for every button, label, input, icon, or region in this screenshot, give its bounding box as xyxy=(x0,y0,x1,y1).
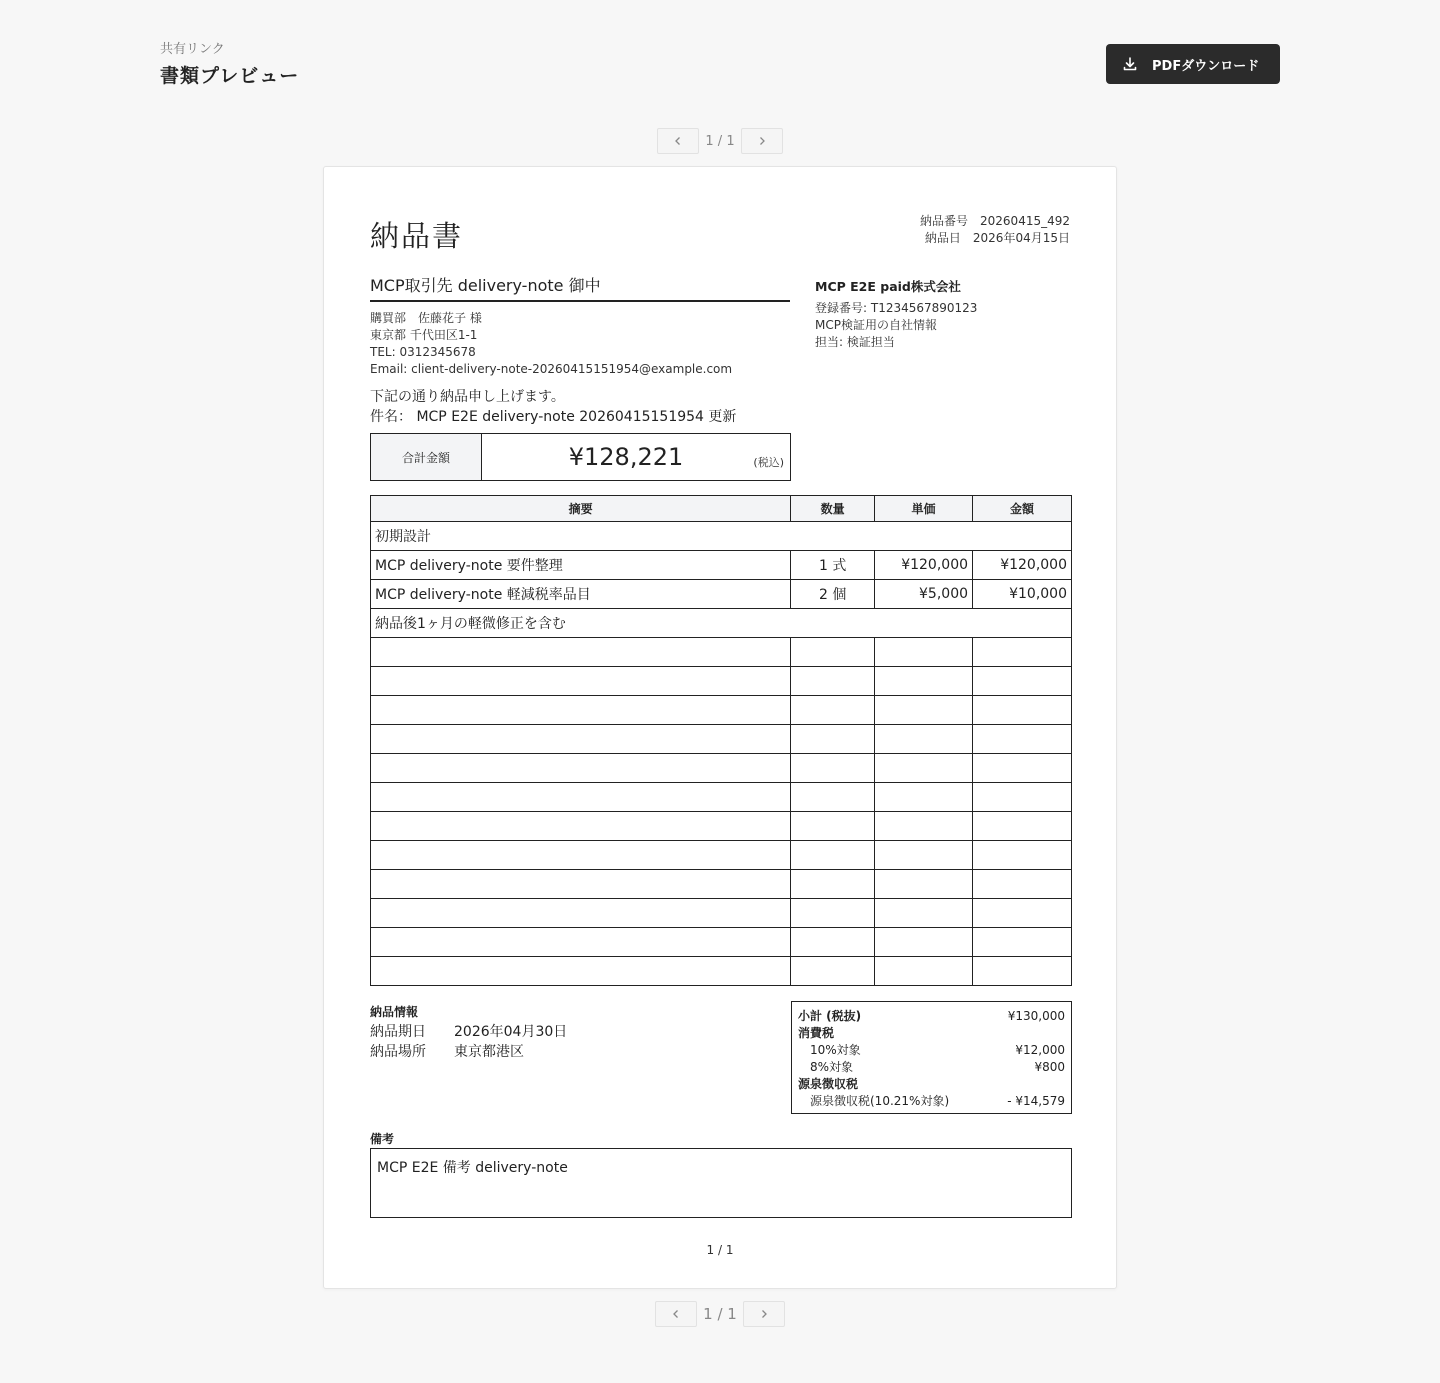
table-header-row xyxy=(371,496,1072,522)
sender-company: MCP E2E paid株式会社 xyxy=(815,279,961,294)
subtotal-value: ¥130,000 xyxy=(1007,1009,1065,1023)
client-block xyxy=(370,273,790,378)
next-page-button[interactable] xyxy=(743,1301,785,1327)
table-row xyxy=(371,609,1072,638)
withholding-item-label: 源泉徴収税(10.21%対象) xyxy=(810,1094,950,1108)
client-tel: TEL: 0312345678 xyxy=(370,345,476,359)
pdf-download-label: PDFダウンロード xyxy=(1152,58,1260,74)
delivery-due: 2026年04月30日 xyxy=(454,1024,568,1040)
total-tax-note: (税込) xyxy=(753,456,784,469)
amount-summary xyxy=(791,1001,1072,1114)
delivery-heading: 納品情報 xyxy=(370,1005,419,1019)
sender-block xyxy=(815,278,1075,351)
download-icon xyxy=(1122,56,1138,72)
prev-page-button[interactable] xyxy=(657,128,699,154)
row-amount: ¥120,000 xyxy=(973,551,1072,580)
prev-page-button[interactable] xyxy=(655,1301,697,1327)
table-row xyxy=(371,580,1072,609)
intro-line: 下記の通り納品申し上げます。 xyxy=(370,389,565,405)
empty-row xyxy=(371,696,1072,725)
pdf-download-button[interactable] xyxy=(1106,44,1280,84)
client-name: MCP取引先 delivery-note 御中 xyxy=(370,273,790,302)
header-subtitle: 共有リンク xyxy=(160,42,225,57)
empty-row xyxy=(371,841,1072,870)
row-description: 初期設計 xyxy=(371,522,1072,551)
column-header-description: 摘要 xyxy=(371,496,791,522)
column-header-quantity: 数量 xyxy=(791,496,875,522)
pager-top xyxy=(657,128,783,154)
table-row xyxy=(371,522,1072,551)
row-unit-price: ¥120,000 xyxy=(875,551,973,580)
page-title: 書類プレビュー xyxy=(160,65,300,87)
tax8-value: ¥800 xyxy=(1034,1060,1065,1074)
empty-row xyxy=(371,783,1072,812)
sender-registration: 登録番号: T1234567890123 xyxy=(815,301,978,315)
empty-row xyxy=(371,667,1072,696)
row-unit-price: ¥5,000 xyxy=(875,580,973,609)
total-label: 合計金額 xyxy=(371,434,482,480)
items-table xyxy=(370,495,1072,986)
document-meta xyxy=(920,213,1070,247)
row-description: 納品後1ヶ月の軽微修正を含む xyxy=(371,609,1072,638)
withholding-label: 源泉徴収税 xyxy=(798,1077,859,1091)
row-quantity: 2 個 xyxy=(791,580,875,609)
client-email: Email: client-delivery-note-20260415151954@example.com xyxy=(370,362,733,376)
column-header-amount: 金額 xyxy=(973,496,1072,522)
empty-row xyxy=(371,957,1072,986)
client-address: 東京都 千代田区1-1 xyxy=(370,328,478,342)
chevron-right-icon xyxy=(759,1309,769,1319)
subject-line: 件名： MCP E2E delivery-note 20260415151954 更新 xyxy=(370,409,737,425)
row-description: MCP delivery-note 軽減税率品目 xyxy=(371,580,791,609)
total-amount-box xyxy=(370,433,791,481)
column-header-unit-price: 単価 xyxy=(875,496,973,522)
document-title: 納品書 xyxy=(370,219,464,253)
empty-row xyxy=(371,725,1072,754)
empty-row xyxy=(371,928,1072,957)
row-description: MCP delivery-note 要件整理 xyxy=(371,551,791,580)
row-amount: ¥10,000 xyxy=(973,580,1072,609)
document-page xyxy=(323,166,1117,1289)
page-indicator: 1 / 1 xyxy=(705,133,735,149)
tax10-value: ¥12,000 xyxy=(1015,1043,1065,1057)
empty-row xyxy=(371,899,1072,928)
client-dept: 購買部 佐藤花子 様 xyxy=(370,311,482,325)
tax8-label: 8%対象 xyxy=(810,1060,854,1074)
withholding-item-value: - ¥14,579 xyxy=(1007,1094,1065,1108)
page-number: 1 / 1 xyxy=(706,1243,734,1257)
page-indicator: 1 / 1 xyxy=(703,1305,737,1323)
remarks-label: 備考 xyxy=(370,1132,395,1146)
document-date: 2026年04月15日 xyxy=(972,231,1070,245)
sender-info: MCP検証用の自社情報 xyxy=(815,318,937,332)
delivery-due-label: 納品期日 xyxy=(370,1024,426,1040)
chevron-left-icon xyxy=(673,136,683,146)
delivery-info xyxy=(370,1003,567,1062)
tax10-label: 10%対象 xyxy=(810,1043,861,1057)
remarks-box: MCP E2E 備考 delivery-note xyxy=(370,1148,1072,1218)
pager-bottom xyxy=(655,1301,785,1327)
page-header xyxy=(160,42,299,88)
empty-row xyxy=(371,638,1072,667)
row-quantity: 1 式 xyxy=(791,551,875,580)
document-number: 20260415_492 xyxy=(980,214,1070,228)
intro-text xyxy=(370,387,736,427)
table-row xyxy=(371,551,1072,580)
delivery-place-label: 納品場所 xyxy=(370,1044,426,1060)
sender-person: 担当: 検証担当 xyxy=(815,335,895,349)
empty-row xyxy=(371,754,1072,783)
next-page-button[interactable] xyxy=(741,128,783,154)
tax-label: 消費税 xyxy=(798,1026,835,1040)
empty-row xyxy=(371,870,1072,899)
number-label: 納品番号 xyxy=(920,214,969,228)
chevron-right-icon xyxy=(757,136,767,146)
subtotal-label: 小計 (税抜) xyxy=(798,1009,862,1023)
delivery-place: 東京都港区 xyxy=(454,1044,524,1060)
chevron-left-icon xyxy=(671,1309,681,1319)
date-label: 納品日 xyxy=(924,231,961,245)
empty-row xyxy=(371,812,1072,841)
total-value: ¥128,221 xyxy=(568,443,684,471)
